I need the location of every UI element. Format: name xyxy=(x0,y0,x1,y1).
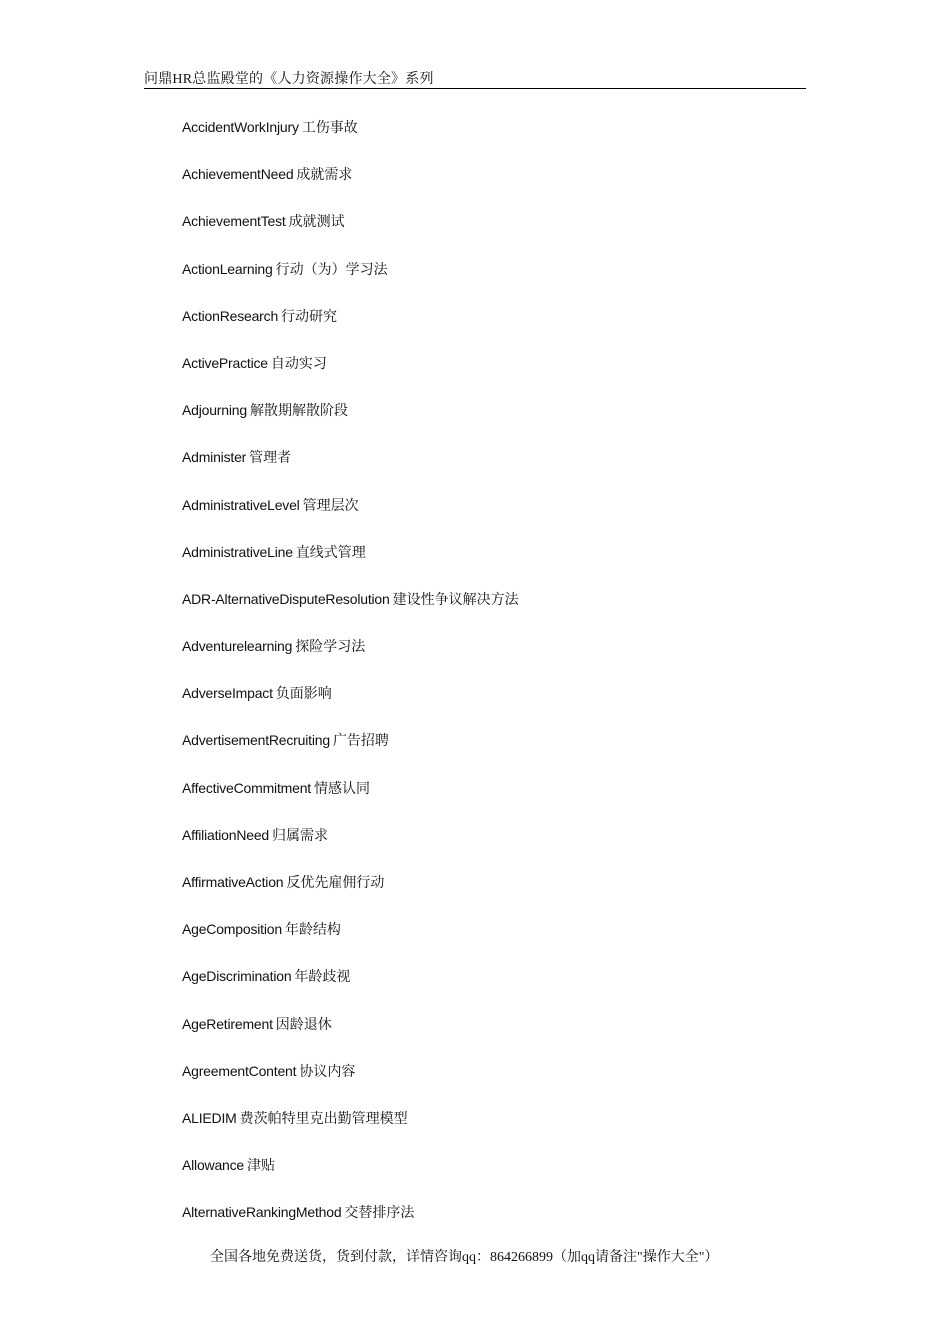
term-chinese: 协议内容 xyxy=(299,1063,356,1080)
term-english: AchievementNeed xyxy=(182,166,294,183)
glossary-entry xyxy=(182,825,519,872)
term-chinese: 年龄结构 xyxy=(284,922,341,939)
glossary-entry xyxy=(182,1202,519,1249)
term-chinese: 年龄歧视 xyxy=(294,969,351,986)
term-chinese: 归属需求 xyxy=(272,827,329,844)
glossary-entry xyxy=(182,1061,519,1108)
term-english: AdvertisementRecruiting xyxy=(182,732,330,749)
term-english: ActivePractice xyxy=(182,354,268,371)
term-english: AdministrativeLine xyxy=(182,543,293,560)
glossary-entry xyxy=(182,919,519,966)
glossary-entry xyxy=(182,872,519,919)
page-footer: 全国各地免费送货，货到付款，详情咨询qq：864266899（加qq请备注"操作大全"） xyxy=(210,1250,719,1265)
term-chinese: 负面影响 xyxy=(275,686,332,703)
term-chinese: 直线式管理 xyxy=(295,544,366,561)
glossary-entry xyxy=(182,1155,519,1202)
term-chinese: 广告招聘 xyxy=(332,733,389,750)
term-chinese: 探险学习法 xyxy=(295,639,366,656)
glossary-entry xyxy=(182,447,519,494)
glossary-entry xyxy=(182,1014,519,1061)
glossary-entry xyxy=(182,730,519,777)
term-english: Allowance xyxy=(182,1157,245,1174)
term-english: Adventurelearning xyxy=(182,638,293,655)
term-english: AlternativeRankingMethod xyxy=(182,1204,342,1221)
term-chinese: 津贴 xyxy=(247,1158,276,1175)
term-english: AgeDiscrimination xyxy=(182,968,292,985)
term-chinese: 情感认同 xyxy=(313,780,370,797)
term-chinese: 工伤事故 xyxy=(301,120,358,136)
term-english: ADR-AlternativeDisputeResolution xyxy=(182,590,390,607)
term-english: ActionLearning xyxy=(182,260,273,277)
term-english: AgeComposition xyxy=(182,921,282,938)
term-english: Administer xyxy=(182,449,247,466)
term-english: AdverseImpact xyxy=(182,685,273,702)
term-chinese: 管理层次 xyxy=(302,497,359,514)
glossary-entry xyxy=(182,589,519,636)
glossary-entry xyxy=(182,353,519,400)
page-header xyxy=(144,66,806,89)
term-english: AgeRetirement xyxy=(182,1015,273,1032)
term-chinese: 反优先雇佣行动 xyxy=(286,875,385,891)
term-english: AdministrativeLevel xyxy=(182,496,300,513)
glossary-entry xyxy=(182,400,519,447)
term-chinese: 交替排序法 xyxy=(344,1205,415,1222)
glossary-entry xyxy=(182,636,519,683)
glossary-entry xyxy=(182,683,519,730)
term-english: AchievementTest xyxy=(182,213,286,230)
term-english: AccidentWorkInjury xyxy=(182,119,299,135)
term-english: ActionResearch xyxy=(182,307,279,324)
term-chinese: 行动研究 xyxy=(281,308,338,325)
header-title: 问鼎HR总监殿堂的《人力资源操作大全》系列 xyxy=(144,72,434,87)
term-english: AgreementContent xyxy=(182,1062,297,1079)
term-chinese: 费茨帕特里克出勤管理模型 xyxy=(239,1110,408,1127)
glossary-entry xyxy=(182,306,519,353)
term-english: Adjourning xyxy=(182,402,247,419)
term-chinese: 成就需求 xyxy=(296,167,353,184)
glossary-list xyxy=(182,117,519,1250)
term-english: AffiliationNeed xyxy=(182,826,270,843)
term-chinese: 行动（为）学习法 xyxy=(275,261,388,278)
term-english: AffectiveCommitment xyxy=(182,779,311,796)
term-english: AffirmativeAction xyxy=(182,874,284,890)
glossary-entry xyxy=(182,164,519,211)
term-chinese: 解散期解散阶段 xyxy=(249,403,348,420)
term-chinese: 建设性争议解决方法 xyxy=(392,591,519,608)
glossary-entry xyxy=(182,211,519,258)
glossary-entry xyxy=(182,542,519,589)
glossary-entry xyxy=(182,495,519,542)
glossary-entry xyxy=(182,778,519,825)
glossary-entry xyxy=(182,259,519,306)
term-chinese: 管理者 xyxy=(249,450,292,467)
glossary-entry xyxy=(182,966,519,1013)
term-chinese: 成就测试 xyxy=(288,214,345,231)
term-english: ALIEDIM xyxy=(182,1109,237,1126)
glossary-entry xyxy=(182,117,519,164)
term-chinese: 因龄退休 xyxy=(275,1016,332,1033)
glossary-entry xyxy=(182,1108,519,1155)
term-chinese: 自动实习 xyxy=(270,355,327,372)
